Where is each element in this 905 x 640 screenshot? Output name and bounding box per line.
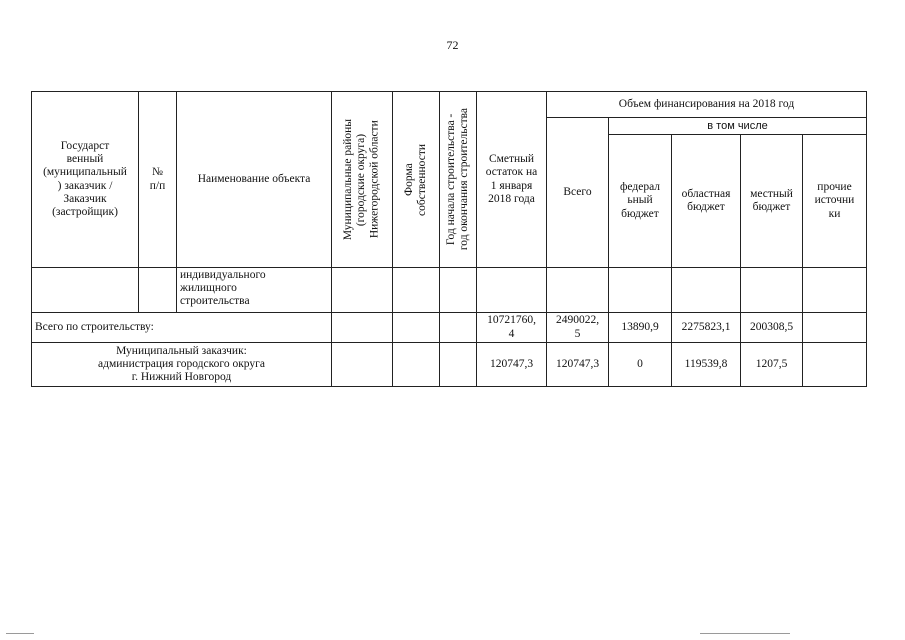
cell-empty: [741, 268, 803, 313]
cell-empty: [547, 268, 609, 313]
total-construction-regional: 2275823,1: [672, 313, 741, 343]
header-other: прочие источни ки: [803, 135, 867, 268]
municipal-customer-total: 120747,3: [547, 343, 609, 387]
header-regional: областная бюджет: [672, 135, 741, 268]
total-construction-label: Всего по строительству:: [32, 313, 332, 343]
header-row-1: [32, 92, 867, 118]
header-financing-group: Объем финансирования на 2018 год: [547, 92, 867, 118]
municipal-customer-estimated-balance: 120747,3: [477, 343, 547, 387]
cell-empty: [32, 268, 139, 313]
cell-empty: [477, 268, 547, 313]
total-construction-estimated-balance: 10721760, 4: [477, 313, 547, 343]
header-local: местный бюджет: [741, 135, 803, 268]
total-construction-row: [32, 313, 867, 343]
municipal-customer-label: Муниципальный заказчик: администрация городского округа г. Нижний Новгород: [32, 343, 332, 387]
cell-empty: [609, 268, 672, 313]
header-districts: [332, 92, 393, 268]
header-ownership-text: Форма собственности: [402, 143, 428, 216]
cell-empty: [803, 268, 867, 313]
municipal-customer-local: 1207,5: [741, 343, 803, 387]
header-federal: федерал ьный бюджет: [609, 135, 672, 268]
scan-edge-mark: [700, 633, 790, 634]
cell-empty: [139, 268, 177, 313]
municipal-customer-other: [803, 343, 867, 387]
total-construction-total: 2490022, 5: [547, 313, 609, 343]
page-number: 72: [446, 38, 459, 52]
cell-empty: [393, 343, 440, 387]
header-object-name: Наименование объекта: [177, 92, 332, 268]
financing-table: [31, 91, 867, 387]
municipal-customer-row: [32, 343, 867, 387]
header-years: [440, 92, 477, 268]
municipal-customer-regional: 119539,8: [672, 343, 741, 387]
total-construction-local: 200308,5: [741, 313, 803, 343]
cell-empty: [393, 313, 440, 343]
header-including: в том числе: [609, 118, 867, 135]
cell-empty: [332, 268, 393, 313]
continuation-object-name: индивидуального жилищного строительства: [177, 268, 332, 313]
cell-empty: [393, 268, 440, 313]
cell-empty: [440, 268, 477, 313]
header-customer: Государст венный (муниципальный ) заказчик / Заказчик (застройщик): [32, 92, 139, 268]
scan-edge-mark: [6, 633, 34, 634]
total-construction-other: [803, 313, 867, 343]
cell-empty: [440, 313, 477, 343]
header-estimated-balance: Сметный остаток на 1 января 2018 года: [477, 92, 547, 268]
header-number: № п/п: [139, 92, 177, 268]
cell-empty: [440, 343, 477, 387]
header-ownership: [393, 92, 440, 268]
header-total: Всего: [547, 118, 609, 268]
continuation-row: [32, 268, 867, 313]
municipal-customer-federal: 0: [609, 343, 672, 387]
total-construction-federal: 13890,9: [609, 313, 672, 343]
cell-empty: [332, 313, 393, 343]
cell-empty: [332, 343, 393, 387]
header-years-text: Год начала строительства - год окончания строительства: [444, 108, 470, 251]
cell-empty: [672, 268, 741, 313]
header-districts-text: Муниципальные районы (городские округа) Нижегородской области: [342, 118, 381, 241]
